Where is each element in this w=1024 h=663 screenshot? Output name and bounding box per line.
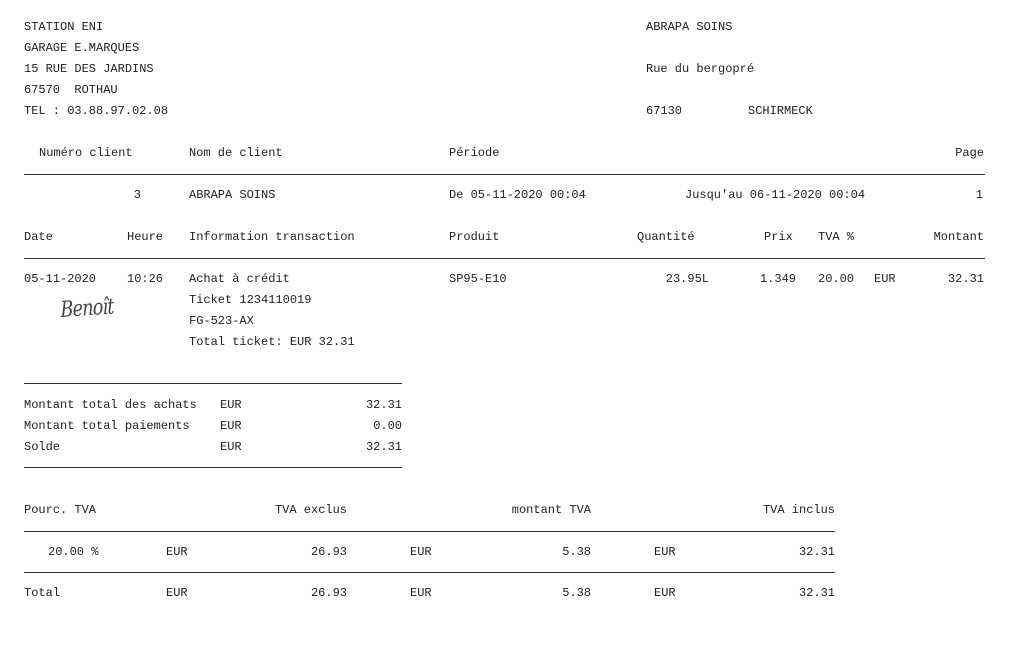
- vat-total-incl-currency: EUR: [654, 586, 676, 600]
- col-date: Date: [24, 230, 53, 244]
- divider: [24, 258, 985, 259]
- payments-label: Montant total paiements: [24, 419, 190, 433]
- vat-total-label: Total: [24, 586, 61, 600]
- vat-row-vat: 5.38: [562, 545, 591, 559]
- customer-postcode: 67130: [646, 104, 683, 118]
- vat-total-vat: 5.38: [562, 586, 591, 600]
- payments-value: 0.00: [373, 419, 402, 433]
- row-time: 10:26: [127, 272, 164, 286]
- seller-street: 15 RUE DES JARDINS: [24, 62, 154, 76]
- col-quantity: Quantité: [637, 230, 695, 244]
- vat-row-excl: 26.93: [310, 545, 347, 559]
- row-product: SP95-E10: [449, 272, 507, 286]
- customer-name: ABRAPA SOINS: [646, 20, 733, 34]
- row-info-line1: Achat à crédit: [189, 272, 290, 286]
- vat-total-excl: 26.93: [310, 586, 347, 600]
- col-info: Information transaction: [189, 230, 355, 244]
- vat-row-incl-currency: EUR: [654, 545, 676, 559]
- client-number-label: Numéro client: [39, 146, 133, 160]
- seller-tel: TEL : 03.88.97.02.08: [24, 104, 169, 118]
- col-vat-pct: TVA %: [818, 230, 855, 244]
- balance-value: 32.31: [365, 440, 402, 454]
- vat-total-incl: 32.31: [798, 586, 835, 600]
- customer-street: Rue du bergopré: [646, 62, 755, 76]
- seller-garage: GARAGE E.MARQUES: [24, 41, 140, 55]
- period-from-value: De 05-11-2020 00:04: [449, 188, 586, 202]
- row-price: 1.349: [759, 272, 796, 286]
- customer-city: SCHIRMECK: [748, 104, 813, 118]
- row-vat-pct: 20.00: [818, 272, 855, 286]
- vat-row-vat-currency: EUR: [410, 545, 432, 559]
- page-value: 1: [975, 188, 983, 202]
- page-label: Page: [955, 146, 984, 160]
- period-label: Période: [449, 146, 500, 160]
- col-time: Heure: [127, 230, 164, 244]
- purchases-value: 32.31: [365, 398, 402, 412]
- row-currency: EUR: [874, 272, 896, 286]
- divider: [24, 572, 835, 573]
- row-info-line2: Ticket 1234110019: [189, 293, 312, 307]
- payments-currency: EUR: [220, 419, 242, 433]
- vat-row-excl-currency: EUR: [166, 545, 188, 559]
- row-date: 05-11-2020: [24, 272, 97, 286]
- divider: [24, 174, 985, 175]
- client-name-value: ABRAPA SOINS: [189, 188, 276, 202]
- vat-total-vat-currency: EUR: [410, 586, 432, 600]
- seller-city: 67570 ROTHAU: [24, 83, 118, 97]
- row-quantity: 23.95L: [665, 272, 709, 286]
- client-number-value: 3: [133, 188, 141, 202]
- vat-total-excl-currency: EUR: [166, 586, 188, 600]
- balance-label: Solde: [24, 440, 61, 454]
- col-amount: Montant: [933, 230, 984, 244]
- vat-col-amount: montant TVA: [511, 503, 591, 517]
- seller-name: STATION ENI: [24, 20, 104, 34]
- col-price: Prix: [764, 230, 793, 244]
- vat-row-pct: 20.00 %: [48, 545, 99, 559]
- vat-col-pct: Pourc. TVA: [24, 503, 97, 517]
- balance-currency: EUR: [220, 440, 242, 454]
- vat-col-excl: TVA exclus: [274, 503, 347, 517]
- vat-col-incl: TVA inclus: [762, 503, 835, 517]
- col-product: Produit: [449, 230, 500, 244]
- row-info-line4: Total ticket: EUR 32.31: [189, 335, 355, 349]
- row-info-line3: FG-523-AX: [189, 314, 254, 328]
- period-to-value: Jusqu'au 06-11-2020 00:04: [685, 188, 866, 202]
- row-amount: 32.31: [947, 272, 984, 286]
- divider: [24, 383, 402, 384]
- signature: Benoît: [60, 294, 115, 323]
- client-name-label: Nom de client: [189, 146, 283, 160]
- purchases-currency: EUR: [220, 398, 242, 412]
- purchases-label: Montant total des achats: [24, 398, 197, 412]
- vat-row-incl: 32.31: [798, 545, 835, 559]
- divider: [24, 467, 402, 468]
- divider: [24, 531, 835, 532]
